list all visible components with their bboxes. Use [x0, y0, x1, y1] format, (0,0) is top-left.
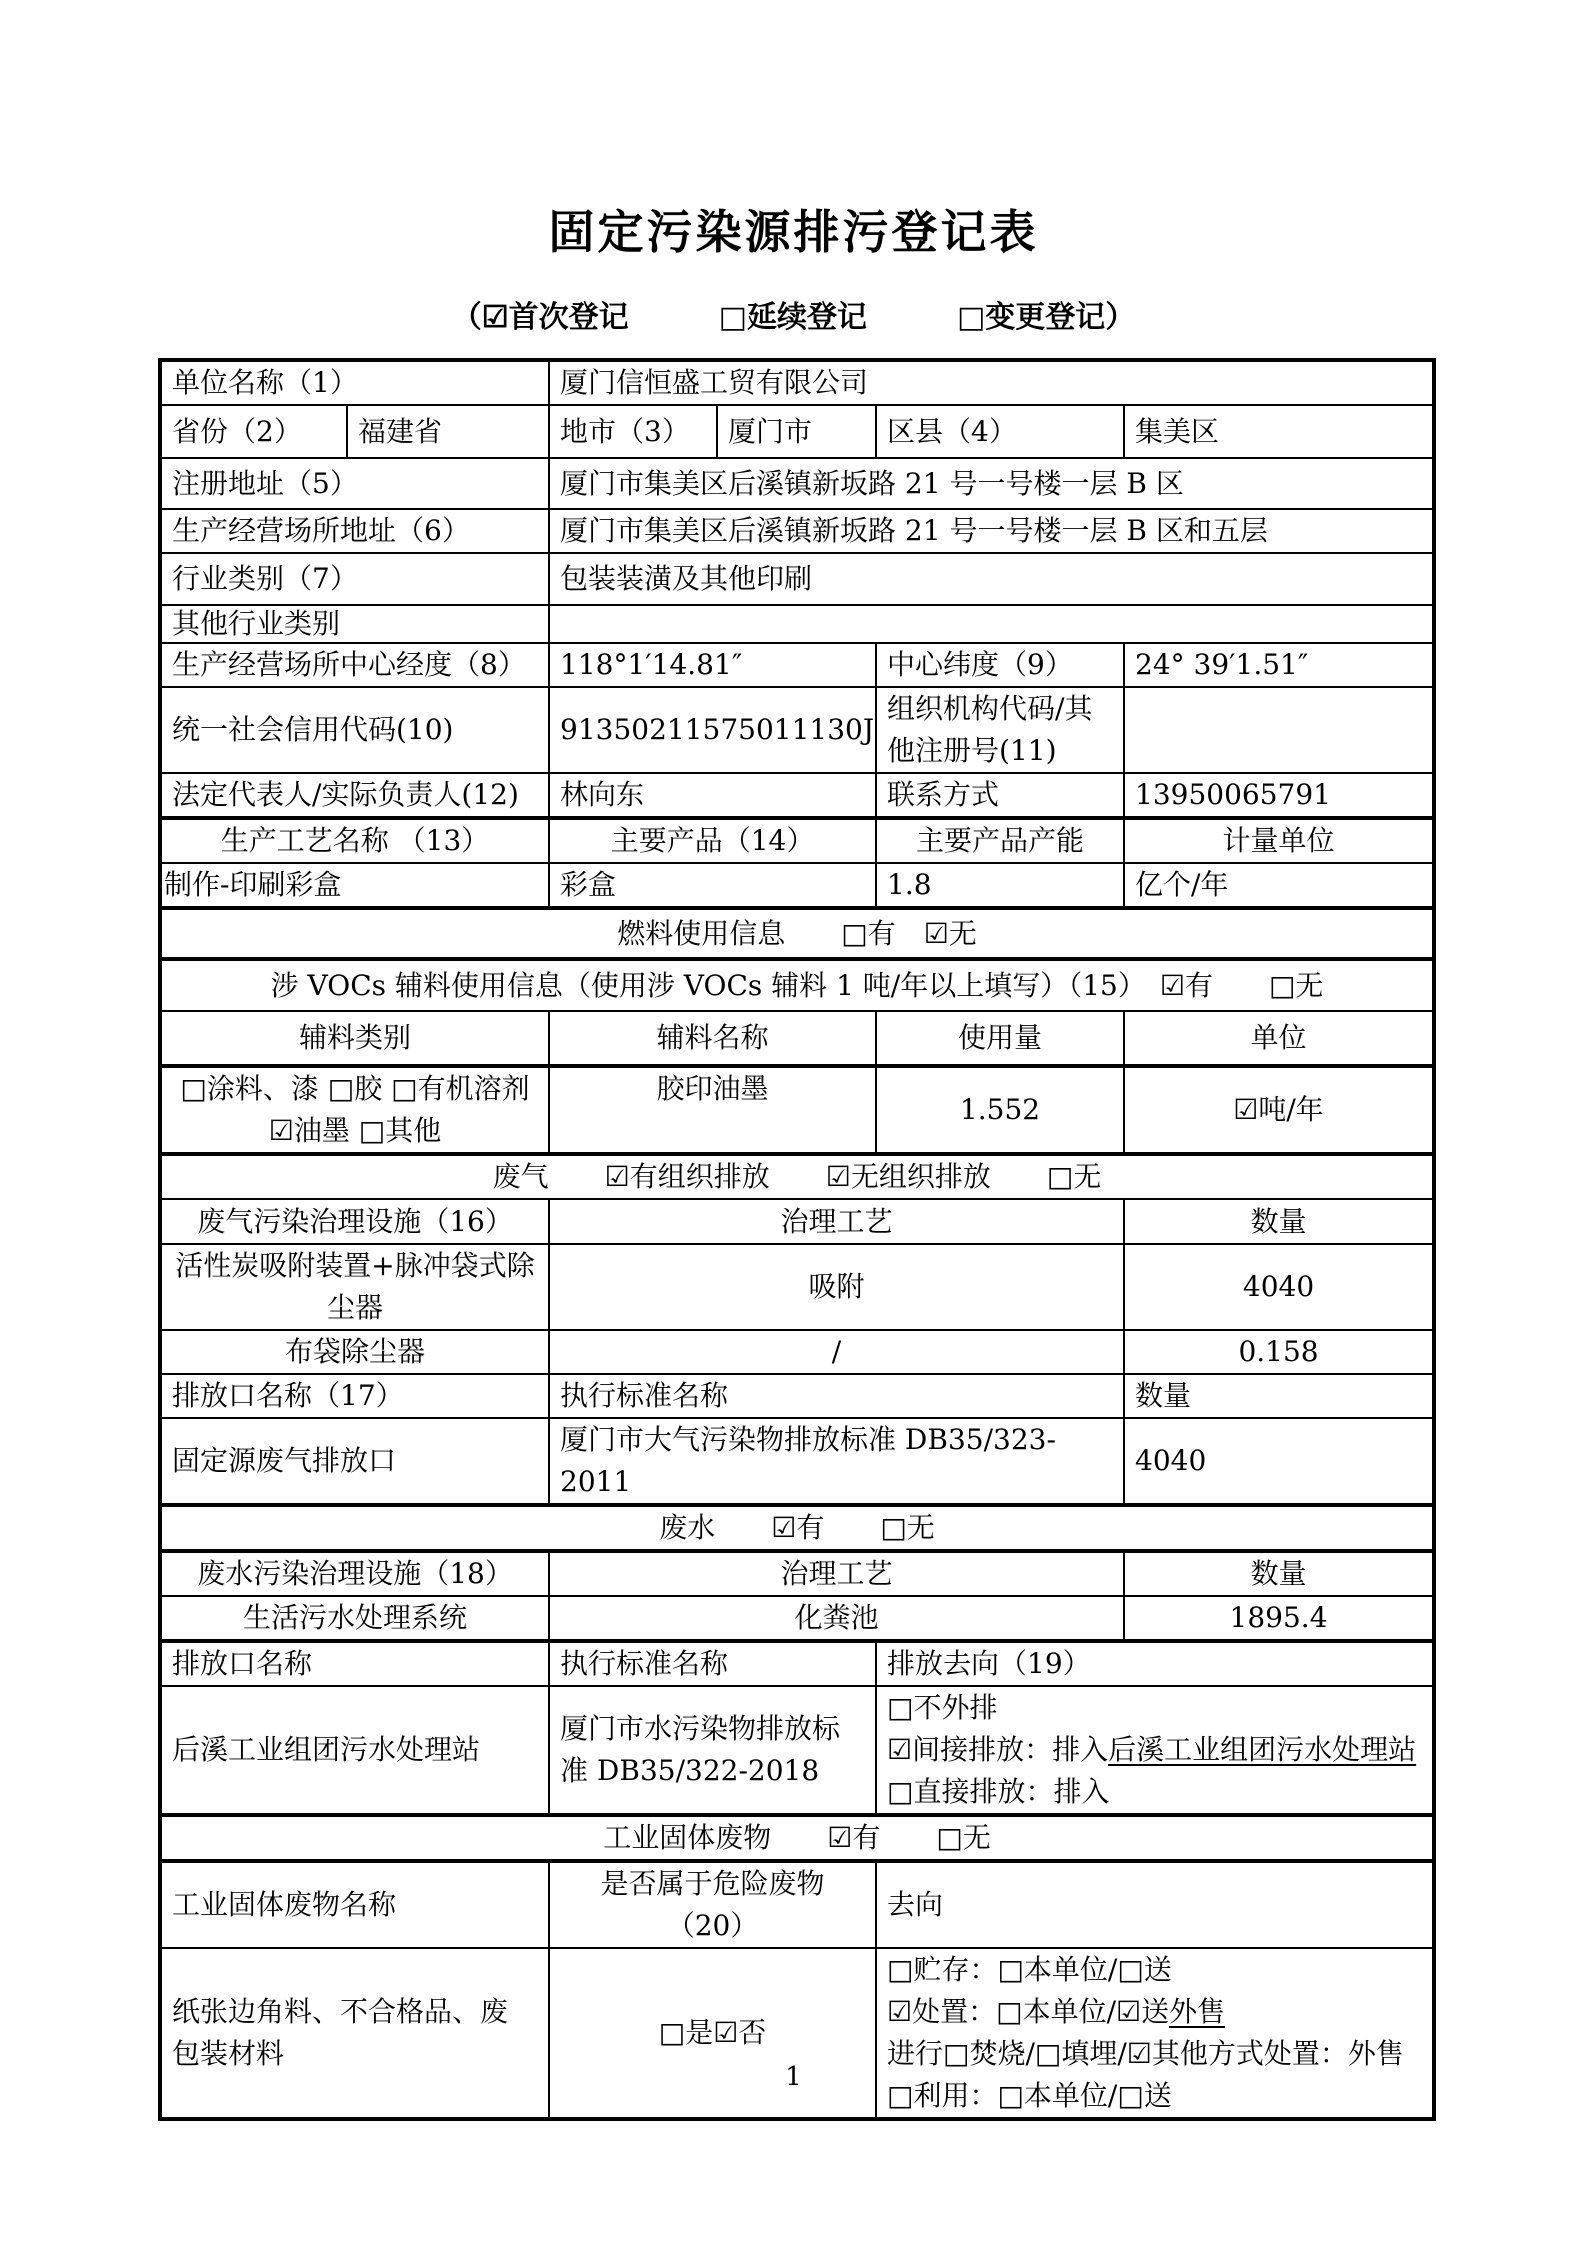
credit-code-value: 91350211575011130J [549, 687, 876, 773]
row-water-outlet-header [160, 1641, 1434, 1686]
measure-unit-header: 计量单位 [1124, 818, 1434, 863]
row-water-outlet [160, 1686, 1434, 1815]
gas-facility-2-name: 布袋除尘器 [160, 1330, 549, 1374]
gas-facility-2-quantity: 0.158 [1124, 1330, 1434, 1374]
row-water-facility [160, 1596, 1434, 1641]
industry-label: 行业类别（7） [160, 553, 549, 605]
pollution-registration-form [158, 358, 1436, 2121]
legal-rep-value: 林向东 [549, 773, 876, 818]
solid-dest-reuse: □利用：□本单位/□送 [887, 2079, 1172, 2112]
row-gas-banner [160, 1154, 1434, 1199]
solid-hazardous-header-line2: （20） [666, 1909, 759, 1942]
org-code-value [1124, 687, 1434, 773]
row-other-industry [160, 605, 1434, 643]
aux-category-line1: □涂料、漆 □胶 □有机溶剂 [180, 1072, 530, 1105]
gas-facility-1-process: 吸附 [549, 1244, 1124, 1330]
aux-category-checkboxes [160, 1066, 549, 1154]
district-value: 集美区 [1124, 405, 1434, 458]
row-solid-banner [160, 1815, 1434, 1861]
indirect-discharge-text: ☑间接排放：排入 [887, 1733, 1109, 1766]
page-number: 1 [785, 2062, 802, 2092]
gas-outlet-name-header: 排放口名称（17） [160, 1374, 549, 1418]
other-industry-value [549, 605, 1434, 643]
gas-outlet-standard-value: 厦门市大气污染物排放标准 DB35/323-2011 [549, 1418, 1124, 1505]
solid-name-header: 工业固体废物名称 [160, 1861, 549, 1948]
solid-hazardous-header [549, 1861, 876, 1948]
row-unit-name [160, 360, 1434, 405]
aux-category-line2: ☑油墨 □其他 [268, 1114, 442, 1147]
main-product-header: 主要产品（14） [549, 818, 876, 863]
row-vocs-banner [160, 959, 1434, 1011]
production-address-label: 生产经营场所地址（6） [160, 509, 549, 553]
waste-water-banner: 废水 ☑有 □无 [160, 1505, 1434, 1551]
row-water-header [160, 1551, 1434, 1596]
gas-outlet-quantity-value: 4040 [1124, 1418, 1434, 1505]
main-product-value: 彩盒 [549, 863, 876, 908]
production-address-value: 厦门市集美区后溪镇新坂路 21 号一号楼一层 B 区和五层 [549, 509, 1434, 553]
legal-rep-label: 法定代表人/实际负责人(12) [160, 773, 549, 818]
row-process [160, 863, 1434, 908]
province-label: 省份（2） [160, 405, 347, 458]
water-quantity-header: 数量 [1124, 1551, 1434, 1596]
aux-name-value: 胶印油墨 [549, 1066, 876, 1154]
row-credit-code [160, 687, 1434, 773]
registered-address-label: 注册地址（5） [160, 458, 549, 509]
water-outlet-name-header: 排放口名称 [160, 1641, 549, 1686]
process-name-value: 制作-印刷彩盒 [160, 863, 549, 908]
other-industry-label: 其他行业类别 [160, 605, 549, 643]
solid-dest-storage: □贮存：□本单位/□送 [887, 1953, 1172, 1986]
row-industry [160, 553, 1434, 605]
row-gas-outlet-header [160, 1374, 1434, 1418]
row-process-header [160, 818, 1434, 863]
contact-label: 联系方式 [876, 773, 1124, 818]
capacity-value: 1.8 [876, 863, 1124, 908]
industry-value: 包装装潢及其他印刷 [549, 553, 1434, 605]
row-gas-outlet [160, 1418, 1434, 1505]
row-region [160, 405, 1434, 458]
row-coordinates [160, 643, 1434, 687]
water-facility-process: 化粪池 [549, 1596, 1124, 1641]
fuel-info-banner: 燃料使用信息 □有 ☑无 [160, 908, 1434, 959]
solid-disposal-target: 外售 [1169, 1995, 1226, 2028]
solid-waste-name [160, 1948, 549, 2119]
gas-facility-1-name: 活性炭吸附装置+脉冲袋式除尘器 [160, 1244, 549, 1330]
city-label: 地市（3） [549, 405, 717, 458]
row-fuel-banner [160, 908, 1434, 959]
solid-waste-banner: 工业固体废物 ☑有 □无 [160, 1815, 1434, 1861]
water-facility-quantity: 1895.4 [1124, 1596, 1434, 1641]
registration-type-checkboxes: （☑首次登记 □延续登记 □变更登记） [451, 300, 1136, 335]
aux-category-header: 辅料类别 [160, 1011, 549, 1066]
destination-option-no-discharge: □不外排 [887, 1691, 998, 1724]
row-water-banner [160, 1505, 1434, 1551]
document-title: 固定污染源排污登记表 [548, 205, 1039, 259]
vocs-info-banner: 涉 VOCs 辅料使用信息（使用涉 VOCs 辅料 1 吨/年以上填写）（15） ☑有 □无 [160, 959, 1434, 1011]
city-value: 厦门市 [717, 405, 876, 458]
gas-outlet-name-value: 固定源废气排放口 [160, 1418, 549, 1505]
solid-hazardous-header-line1: 是否属于危险废物 [600, 1867, 825, 1900]
gas-process-header: 治理工艺 [549, 1199, 1124, 1244]
aux-unit-header: 单位 [1124, 1011, 1434, 1066]
gas-outlet-quantity-header: 数量 [1124, 1374, 1434, 1418]
water-facility-name: 生活污水处理系统 [160, 1596, 549, 1641]
water-outlet-destination-value [876, 1686, 1434, 1815]
solid-waste-name-text: 纸张边角料、不合格品、废包装材料 [172, 1995, 509, 2070]
row-solid-header [160, 1861, 1434, 1948]
aux-unit-value: ☑吨/年 [1124, 1066, 1434, 1154]
row-legal-rep [160, 773, 1434, 818]
org-code-label: 组织机构代码/其他注册号(11) [876, 687, 1124, 773]
solid-destination-value [876, 1948, 1434, 2119]
longitude-value: 118°1′14.81″ [549, 643, 876, 687]
province-value: 福建省 [347, 405, 549, 458]
waste-gas-banner: 废气 ☑有组织排放 ☑无组织排放 □无 [160, 1154, 1434, 1199]
indirect-discharge-target: 后溪工业组团污水处理站 [1108, 1733, 1417, 1766]
water-outlet-standard-value: 厦门市水污染物排放标准 DB35/322-2018 [549, 1686, 876, 1815]
water-process-header: 治理工艺 [549, 1551, 1124, 1596]
contact-value: 13950065791 [1124, 773, 1434, 818]
destination-option-indirect [887, 1729, 1422, 1771]
solid-disposal-text: ☑处置：□本单位/☑送 [887, 1995, 1170, 2028]
capacity-header: 主要产品产能 [876, 818, 1124, 863]
credit-code-label: 统一社会信用代码(10) [160, 687, 549, 773]
unit-name-label: 单位名称（1） [160, 360, 549, 405]
solid-dest-method: 进行□焚烧/□填埋/☑其他方式处置：外售 [887, 2037, 1404, 2070]
gas-outlet-standard-header: 执行标准名称 [549, 1374, 1124, 1418]
solid-destination-header: 去向 [876, 1861, 1434, 1948]
row-aux [160, 1066, 1434, 1154]
aux-amount-header: 使用量 [876, 1011, 1124, 1066]
row-gas-header [160, 1199, 1434, 1244]
gas-quantity-header: 数量 [1124, 1199, 1434, 1244]
gas-facility-header: 废气污染治理设施（16） [160, 1199, 549, 1244]
gas-facility-1-quantity: 4040 [1124, 1244, 1434, 1330]
measure-unit-value: 亿个/年 [1124, 863, 1434, 908]
row-gas-facility-1 [160, 1244, 1434, 1330]
gas-facility-2-process: / [549, 1330, 1124, 1374]
district-label: 区县（4） [876, 405, 1124, 458]
registered-address-value: 厦门市集美区后溪镇新坂路 21 号一号楼一层 B 区 [549, 458, 1434, 509]
aux-name-header: 辅料名称 [549, 1011, 876, 1066]
aux-amount-value: 1.552 [876, 1066, 1124, 1154]
row-registered-address [160, 458, 1434, 509]
water-outlet-name-value: 后溪工业组团污水处理站 [160, 1686, 549, 1815]
water-facility-header: 废水污染治理设施（18） [160, 1551, 549, 1596]
water-outlet-standard-header: 执行标准名称 [549, 1641, 876, 1686]
water-outlet-destination-header: 排放去向（19） [876, 1641, 1434, 1686]
process-name-header: 生产工艺名称 （13） [160, 818, 549, 863]
longitude-label: 生产经营场所中心经度（8） [160, 643, 549, 687]
latitude-label: 中心纬度（9） [876, 643, 1124, 687]
row-solid-waste [160, 1948, 1434, 2119]
row-gas-facility-2 [160, 1330, 1434, 1374]
latitude-value: 24° 39′1.51″ [1124, 643, 1434, 687]
solid-dest-disposal [887, 1991, 1422, 2033]
row-aux-header [160, 1011, 1434, 1066]
unit-name-value: 厦门信恒盛工贸有限公司 [549, 360, 1434, 405]
solid-hazardous-checkboxes: □是☑否 [549, 1948, 876, 2119]
row-production-address [160, 509, 1434, 553]
destination-option-direct: □直接排放：排入 [887, 1775, 1110, 1808]
